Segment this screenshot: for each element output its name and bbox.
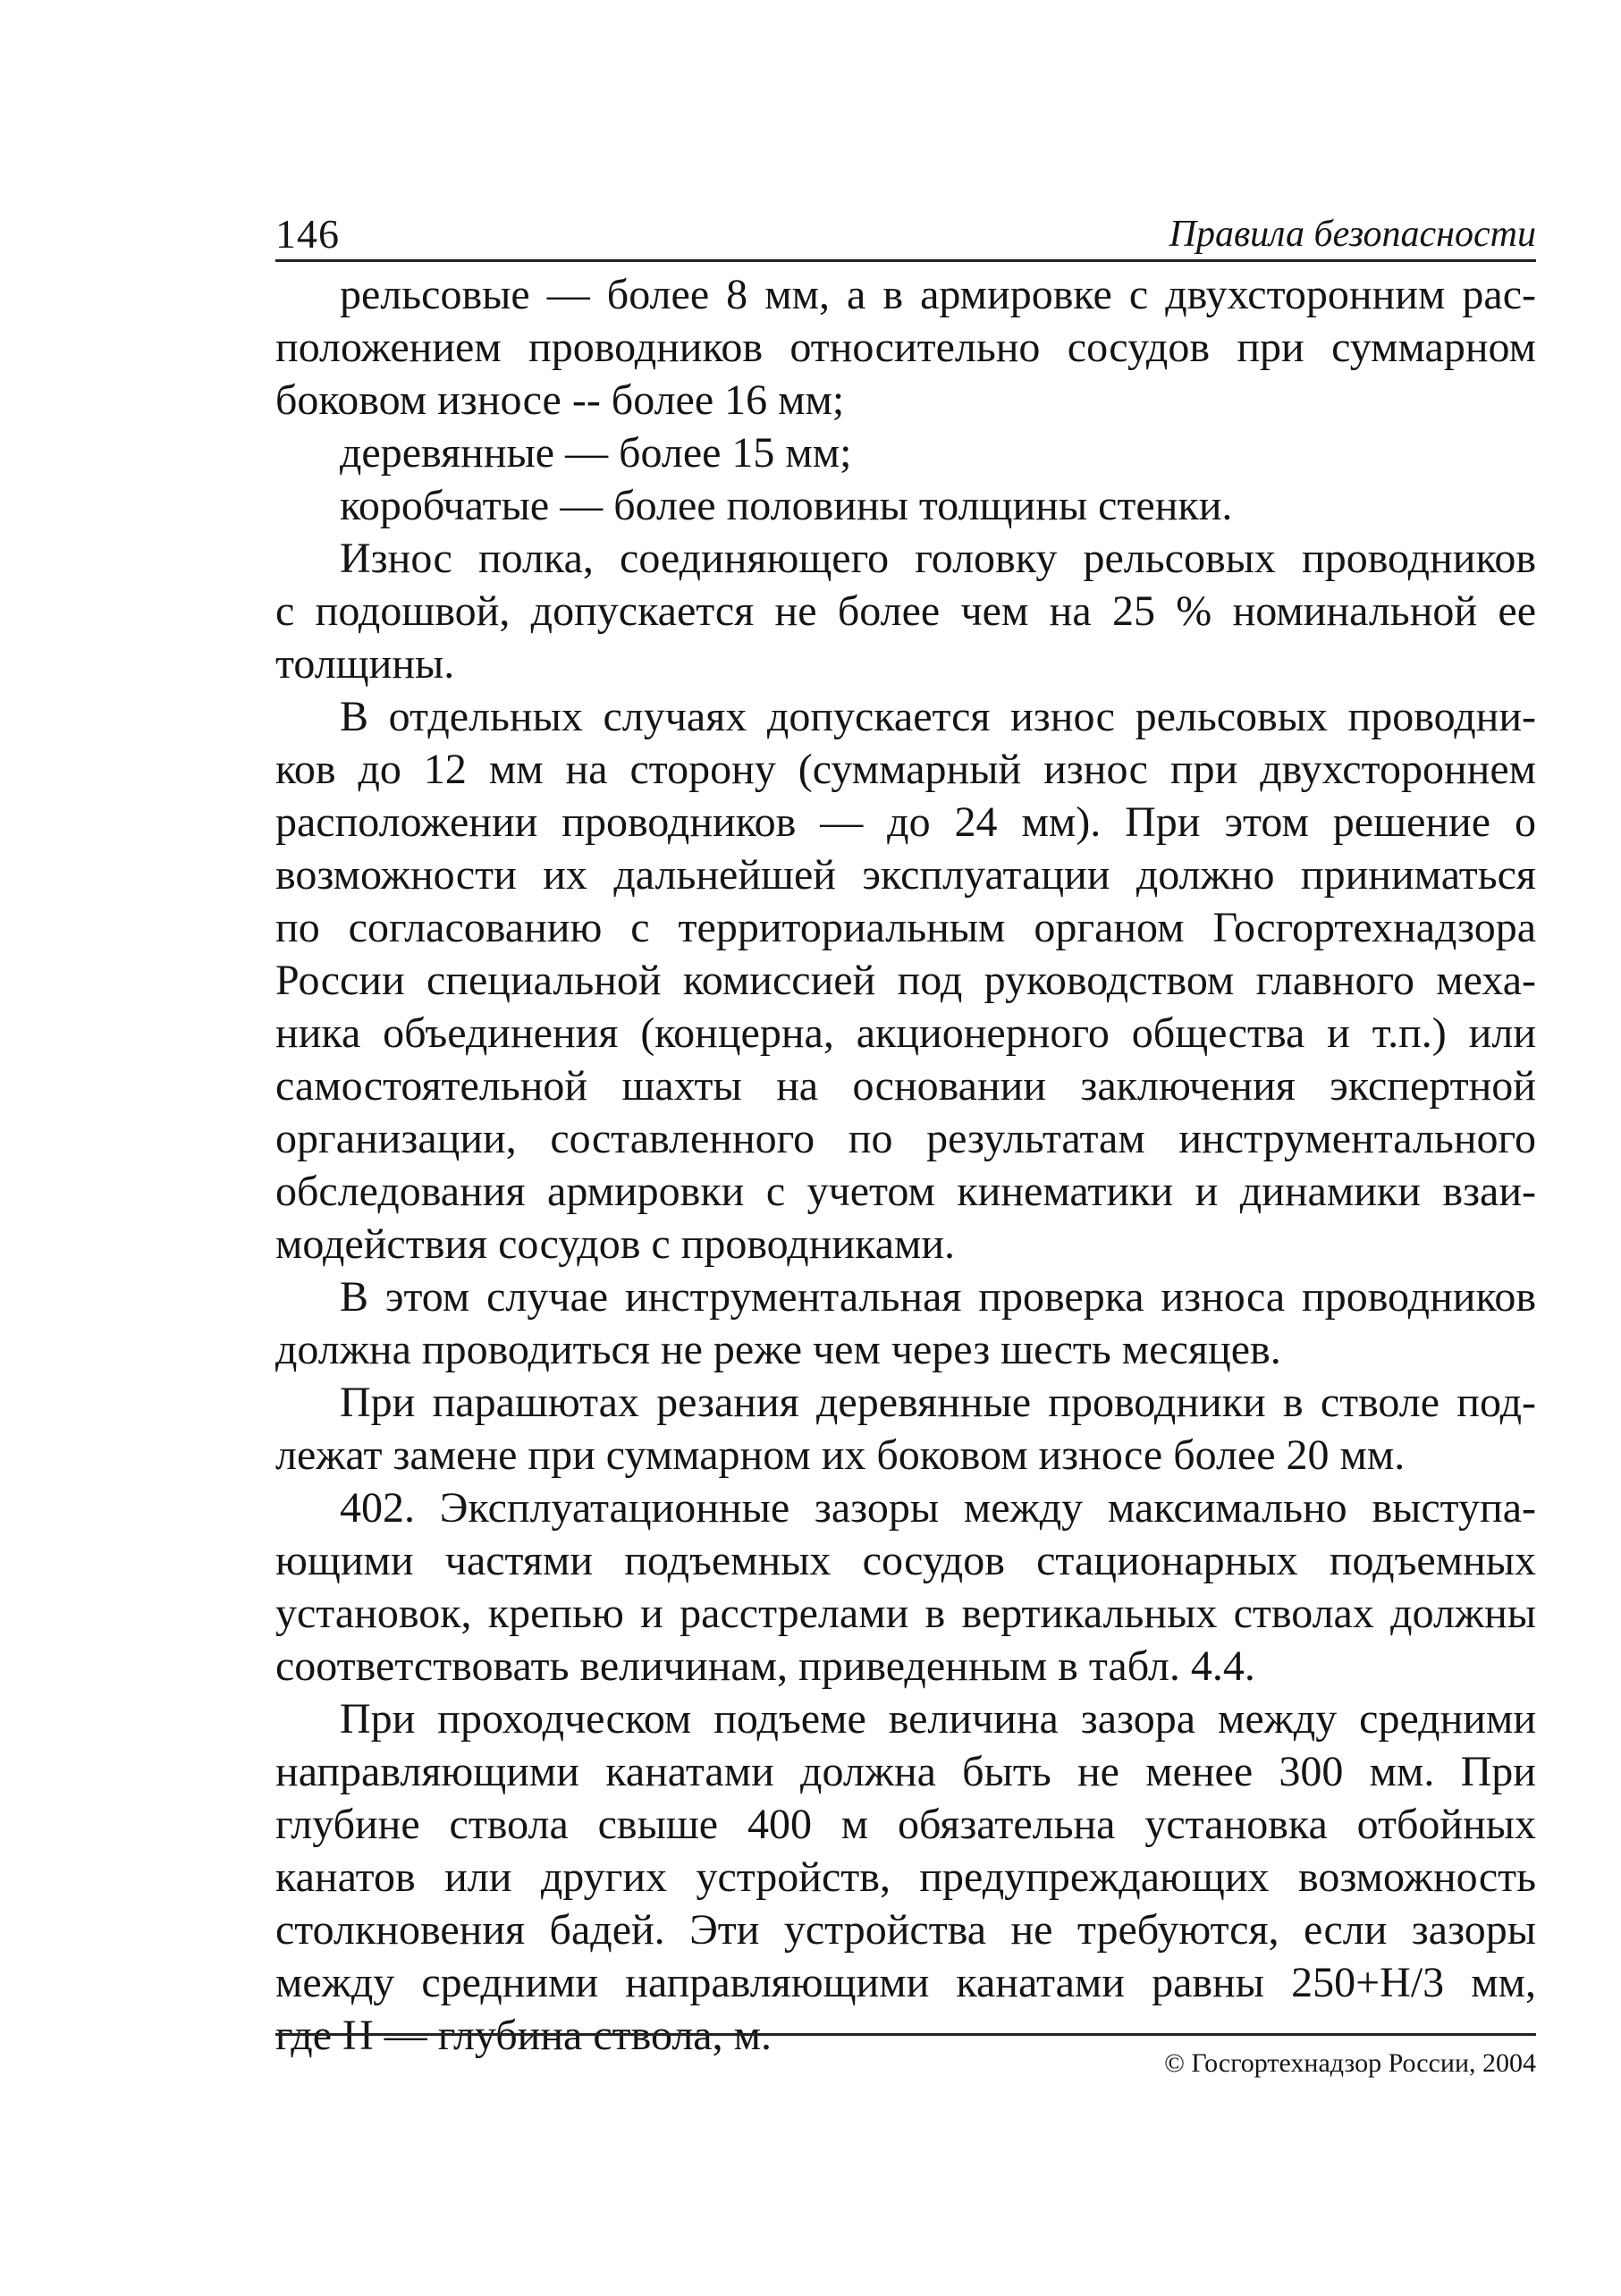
copyright-notice: © Госгортехнадзор России, 2004 (1164, 2048, 1536, 2078)
text-line: боковом износе -- более 16 мм; (275, 376, 845, 424)
text-line: обследования армировки с учетом кинематики и динамики взаи- (275, 1168, 1536, 1215)
header-rule (275, 259, 1536, 262)
text-line: ков до 12 мм на сторону (суммарный износ при двухстороннем (275, 746, 1536, 793)
page-number: 146 (275, 211, 340, 257)
text-line: лежат замене при суммарном их боковом износе более 20 мм. (275, 1431, 1406, 1479)
text-line: столкновения бадей. Эти устройства не требуются, если зазоры (275, 1906, 1536, 1954)
running-title: Правила безопасности (1169, 214, 1536, 255)
text-line: должна проводиться не реже чем через шесть месяцев. (275, 1326, 1281, 1373)
text-line: соответствовать величинам, приведенным в табл. 4.4. (275, 1642, 1255, 1690)
text-line: где H — глубина ствола, м. (275, 2012, 772, 2059)
text-line: по согласованию с территориальным органом Госгортехнадзора (275, 904, 1536, 951)
text-line: между средними направляющими канатами равны 250+H/3 мм, (275, 1959, 1536, 2006)
text-line: с подошвой, допускается не более чем на 25 % номинальной ее (275, 587, 1536, 635)
text-line: 402. Эксплуатационные зазоры между максимально выступа- (340, 1484, 1536, 1532)
text-line: В отдельных случаях допускается износ рельсовых проводни- (340, 693, 1536, 740)
text-line: глубине ствола свыше 400 м обязательна установка отбойных (275, 1801, 1536, 1848)
text-line: организации, составленного по результатам инструментального (275, 1115, 1536, 1162)
text-line: расположении проводников — до 24 мм). При этом решение о (275, 798, 1536, 846)
text-line: ника объединения (концерна, акционерного общества и т.п.) или (275, 1009, 1536, 1057)
text-line: ющими частями подъемных сосудов стационарных подъемных (275, 1537, 1536, 1584)
text-line: деревянные — более 15 мм; (340, 429, 852, 477)
text-line: возможности их дальнейшей эксплуатации должно приниматься (275, 851, 1536, 899)
text-line: коробчатые — более половины толщины стенки. (340, 482, 1233, 529)
text-line: самостоятельной шахты на основании заключения экспертной (275, 1062, 1536, 1110)
text-line: толщины. (275, 640, 455, 688)
text-line: канатов или других устройств, предупреждающих возможность (275, 1853, 1536, 1901)
text-line: установок, крепью и расстрелами в вертикальных стволах должны (275, 1590, 1536, 1637)
page-header (275, 211, 1536, 257)
text-line: Износ полка, соединяющего головку рельсовых проводников (340, 535, 1536, 582)
body-text (275, 268, 1536, 2059)
text-line: рельсовые — более 8 мм, а в армировке с двухсторонним рас- (340, 271, 1536, 318)
footer-rule (275, 2033, 1536, 2036)
text-line: положением проводников относительно сосудов при суммарном (275, 324, 1536, 371)
text-line: При парашютах резания деревянные проводники в стволе под- (340, 1379, 1536, 1426)
text-line: При проходческом подъеме величина зазора между средними (340, 1695, 1536, 1743)
text-line: модействия сосудов с проводниками. (275, 1220, 956, 1268)
text-line: России специальной комиссией под руководством главного меха- (275, 957, 1536, 1004)
text-line: направляющими канатами должна быть не менее 300 мм. При (275, 1748, 1536, 1795)
text-line: В этом случае инструментальная проверка износа проводников (340, 1273, 1536, 1321)
